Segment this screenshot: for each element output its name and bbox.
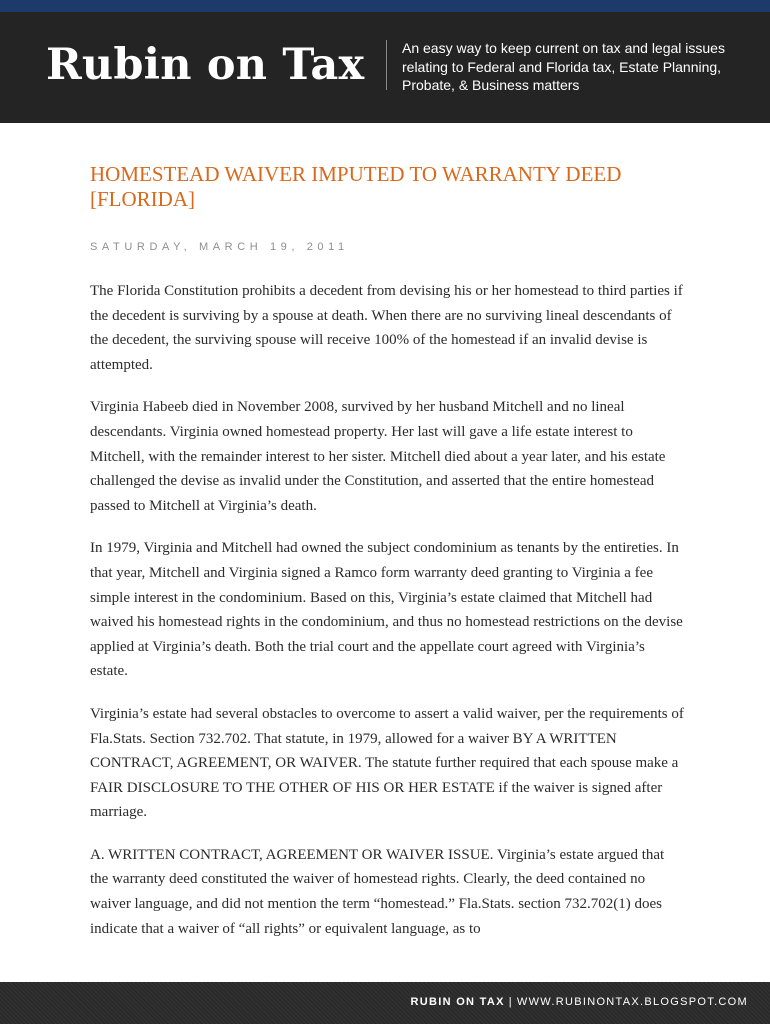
page-footer: [0, 982, 770, 1024]
blog-header: [0, 12, 770, 123]
header-divider: [386, 40, 387, 90]
blog-tagline: An easy way to keep current on tax and legal issues relating to Federal and Florida tax, Estate Planning, Probate, & Business matters: [402, 40, 725, 93]
footer-brand: RUBIN ON TAX: [410, 996, 505, 1008]
top-accent-stripe: [0, 0, 770, 12]
post-title[interactable]: HOMESTEAD WAIVER IMPUTED TO WARRANTY DEED [FLORIDA]: [90, 162, 622, 211]
post-paragraph: The Florida Constitution prohibits a decedent from devising his or her homestead to third parties if the decedent is surviving by a spouse at death. When there are no surviving lineal descendants of the decedent, the surviving spouse will receive 100% of the homestead if an invalid devise is attempted.: [90, 283, 683, 373]
post-paragraph: A. WRITTEN CONTRACT, AGREEMENT OR WAIVER ISSUE. Virginia’s estate argued that the warranty deed constituted the waiver of homestead rights. Clearly, the deed contained no waiver language, and did not mention the term “homestead.” Fla.Stats. section 732.702(1) does indicate that a waiver of “all rights” or equivalent language, as to: [90, 846, 665, 937]
post-paragraph: In 1979, Virginia and Mitchell had owned the subject condominium as tenants by the entireties. In that year, Mitchell and Virginia signed a Ramco form warranty deed granting to Virginia a fee simple interest in the condominium. Based on this, Virginia’s estate claimed that Mitchell had waived his homestead rights in the condominium, and thus no homestead restrictions on the devise applied at Virginia’s death. Both the trial court and the appellate court agreed with Virginia’s estate.: [90, 540, 683, 680]
footer-separator: |: [508, 996, 513, 1008]
post-paragraph: Virginia’s estate had several obstacles to overcome to assert a valid waiver, per the requirements of Fla.Stats. Section 732.702. That statute, in 1979, allowed for a waiver BY A WRITTEN CONTRACT, AGREEMENT, OR WAIVER. The statute further required that each spouse make a FAIR DISCLOSURE TO THE OTHER OF HIS OR HER ESTATE if the waiver is signed after marriage.: [90, 705, 684, 821]
post-date: SATURDAY, MARCH 19, 2011: [90, 241, 349, 253]
post-body: [90, 279, 686, 959]
post-paragraph: Virginia Habeeb died in November 2008, survived by her husband Mitchell and no lineal descendants. Virginia owned homestead property. Her last will gave a life estate interest to Mitchell, with the remainder interest to her sister. Mitchell died about a year later, and his estate challenged the devise as invalid under the Constitution, and asserted that the entire homestead passed to Mitchell at Virginia’s death.: [90, 399, 666, 514]
footer-text: [411, 996, 748, 1008]
footer-url-link[interactable]: WWW.RUBINONTAX.BLOGSPOT.COM: [516, 996, 748, 1008]
blog-title[interactable]: Rubin on Tax: [46, 40, 365, 90]
